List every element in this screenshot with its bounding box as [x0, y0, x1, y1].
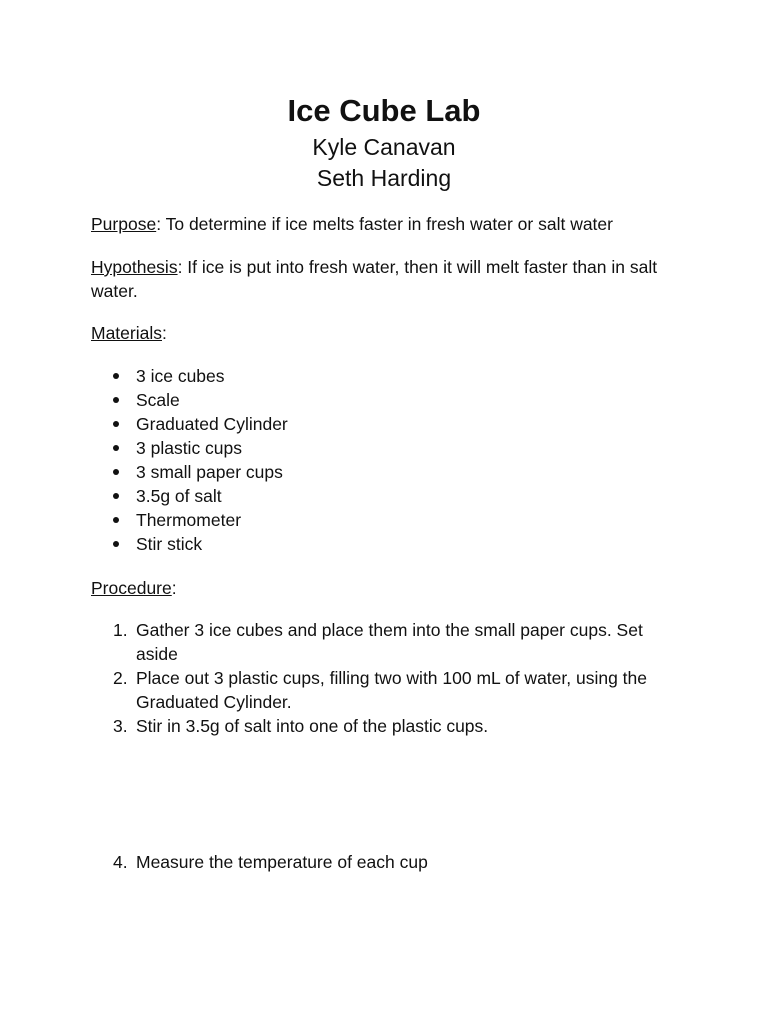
bullet-icon	[113, 421, 119, 427]
list-item: Scale	[91, 388, 288, 412]
list-item: 3 small paper cups	[91, 460, 288, 484]
procedure-list	[91, 618, 681, 738]
bullet-icon	[113, 493, 119, 499]
purpose-text: : To determine if ice melts faster in fresh water or salt water	[156, 214, 613, 234]
hypothesis-text: : If ice is put into fresh water, then it will melt faster than in salt water.	[91, 257, 658, 301]
list-item: 3.5g of salt	[91, 484, 288, 508]
bullet-icon	[113, 445, 119, 451]
procedure-step: 2. Place out 3 plastic cups, filling two with 100 mL of water, using the Graduated Cylinder.	[113, 668, 648, 712]
purpose-label: Purpose	[91, 214, 157, 234]
author-name: Kyle Canavan	[312, 134, 456, 160]
list-item: 3 plastic cups	[91, 436, 288, 460]
bullet-icon	[113, 517, 119, 523]
list-item: 3 ice cubes	[91, 364, 288, 388]
materials-list	[91, 364, 288, 556]
document-title: Ice Cube Lab	[287, 93, 481, 128]
procedure-step: 3. Stir in 3.5g of salt into one of the plastic cups.	[113, 716, 489, 736]
procedure-step: 4. Measure the temperature of each cup	[113, 852, 428, 872]
list-item: Graduated Cylinder	[91, 412, 288, 436]
procedure-list-continued	[91, 850, 681, 874]
materials-label: Materials	[91, 323, 162, 343]
bullet-icon	[113, 469, 119, 475]
purpose-paragraph	[91, 212, 681, 236]
materials-heading: Materials:	[91, 323, 167, 343]
bullet-icon	[113, 373, 119, 379]
list-item: Thermometer	[91, 508, 288, 532]
list-item: Stir stick	[91, 532, 288, 556]
bullet-icon	[113, 541, 119, 547]
procedure-heading: Procedure:	[91, 578, 177, 598]
procedure-label: Procedure	[91, 578, 172, 598]
hypothesis-paragraph	[91, 255, 681, 303]
procedure-step: 1. Gather 3 ice cubes and place them into the small paper cups. Set aside	[113, 620, 643, 664]
author-name: Seth Harding	[316, 165, 452, 191]
hypothesis-label: Hypothesis	[91, 257, 178, 277]
bullet-icon	[113, 397, 119, 403]
